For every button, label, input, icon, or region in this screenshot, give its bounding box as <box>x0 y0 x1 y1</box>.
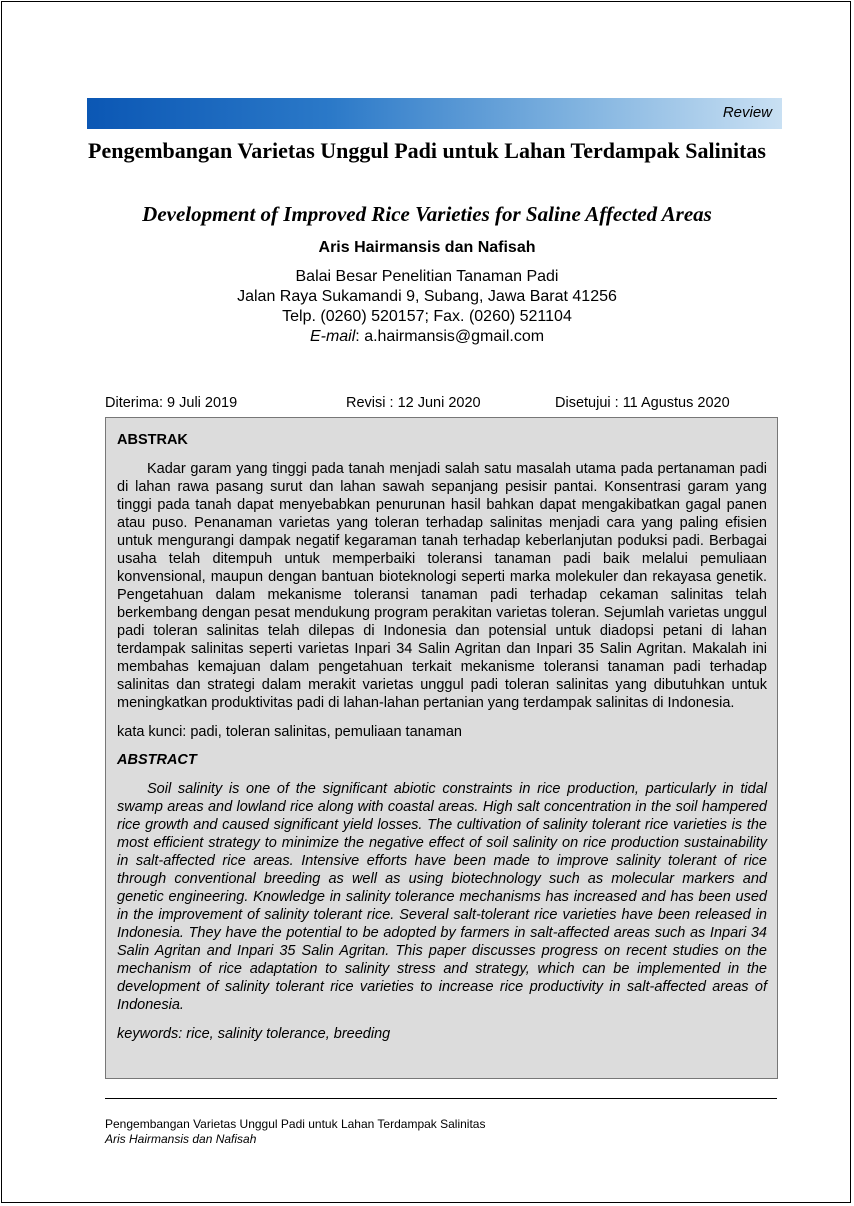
phone-fax: Telp. (0260) 520157; Fax. (0260) 521104 <box>282 308 572 325</box>
footer-divider <box>105 1098 777 1099</box>
date-approved: Disetujui : 11 Agustus 2020 <box>555 395 730 411</box>
header-banner <box>87 98 782 129</box>
abstrak-heading: ABSTRAK <box>117 432 188 448</box>
footer-title: Pengembangan Varietas Unggul Padi untuk Lahan Terdampak Salinitas <box>105 1117 486 1131</box>
authors: Aris Hairmansis dan Nafisah <box>318 239 536 256</box>
abstract-heading: ABSTRACT <box>117 752 197 768</box>
abstract-box <box>105 417 778 1079</box>
affiliation <box>87 267 767 347</box>
title-english: Development of Improved Rice Varieties for Saline Affected Areas <box>142 202 712 226</box>
abstract-body: Soil salinity is one of the significant abiotic constraints in rice production, particularly in tidal swamp areas and lowland rice along with coastal areas. High salt concentration in the soil hampered rice growth and caused significant yield losses. The cultivation of salinity tolerant rice varieties is the most efficient strategy to minimize the negative effect of soil salinity on rice production sustainability in salt-affected rice areas. Intensive efforts have been made to improve salinity tolerant of rice through conventional breeding as well as using biotechnology such as molecular markers and genetic engineering. Knowledge in salinity tolerance mechanisms has increased and has been used in the improvement of salinity tolerant rice. Several salt-tolerant rice varieties have been released in Indonesia. They have the potential to be adopted by farmers in salt-affected areas such as Inpari 34 Salin Agritan and Inpari 35 Salin Agritan. This paper discusses progress on recent studies on the mechanism of rice adaptation to salinity stress and strategy, which can be implemented in the development of salinity tolerant rice varieties to increase rice productivity in salt-affected areas of Indonesia. <box>117 781 767 1013</box>
section-label: Review <box>722 104 772 121</box>
email-line <box>87 327 767 347</box>
title-indonesian: Pengembangan Varietas Unggul Padi untuk Lahan Terdampak Salinitas <box>88 138 766 163</box>
address: Jalan Raya Sukamandi 9, Subang, Jawa Barat 41256 <box>237 288 617 305</box>
institution: Balai Besar Penelitian Tanaman Padi <box>295 268 559 285</box>
date-revised: Revisi : 12 Juni 2020 <box>346 395 481 411</box>
email-address[interactable]: : a.hairmansis@gmail.com <box>355 328 545 345</box>
abstrak-keywords: kata kunci: padi, toleran salinitas, pemuliaan tanaman <box>117 724 462 740</box>
date-received: Diterima: 9 Juli 2019 <box>105 395 238 411</box>
abstract-keywords: keywords: rice, salinity tolerance, breeding <box>117 1026 391 1042</box>
abstrak-body: Kadar garam yang tinggi pada tanah menjadi salah satu masalah utama pada pertanaman padi di lahan rawa pasang surut dan lahan sawah sepanjang pesisir pantai. Konsentrasi garam yang tinggi pada tanah dapat menyebabkan penurunan hasil bahkan dapat mengakibatkan gagal panen atau puso. Penanaman varietas yang toleran terhadap salinitas menjadi cara yang paling efisien untuk mengurangi dampak negatif kegaraman tanah terhadap keberlanjutan poduksi padi. Berbagai usaha telah ditempuh untuk memperbaiki toleransi tanaman padi baik melalui pemuliaan konvensional, maupun dengan bantuan bioteknologi seperti marka molekuler dan rekayasa genetik. Pengetahuan dalam mekanisme toleransi tanaman padi terhadap cekaman salinitas telah berkembang dengan pesat mendukung program perakitan varietas toleran. Sejumlah varietas unggul padi toleran salinitas telah dilepas di Indonesia dan potensial untuk diadopsi petani di lahan terdampak salinitas seperti varietas Inpari 34 Salin Agritan dan Inpari 35 Salin Agritan. Makalah ini membahas kemajuan dalam pengetahuan terkait mekanisme toleransi tanaman padi terhadap salinitas dan strategi dalam merakit varietas unggul padi toleran salinitas yang dibutuhkan untuk meningkatkan produktivitas padi di lahan-lahan pertanian yang terdampak salinitas di Indonesia. <box>117 461 767 711</box>
footer-authors: Aris Hairmansis dan Nafisah <box>105 1132 257 1146</box>
email-label: E-mail <box>309 328 356 345</box>
